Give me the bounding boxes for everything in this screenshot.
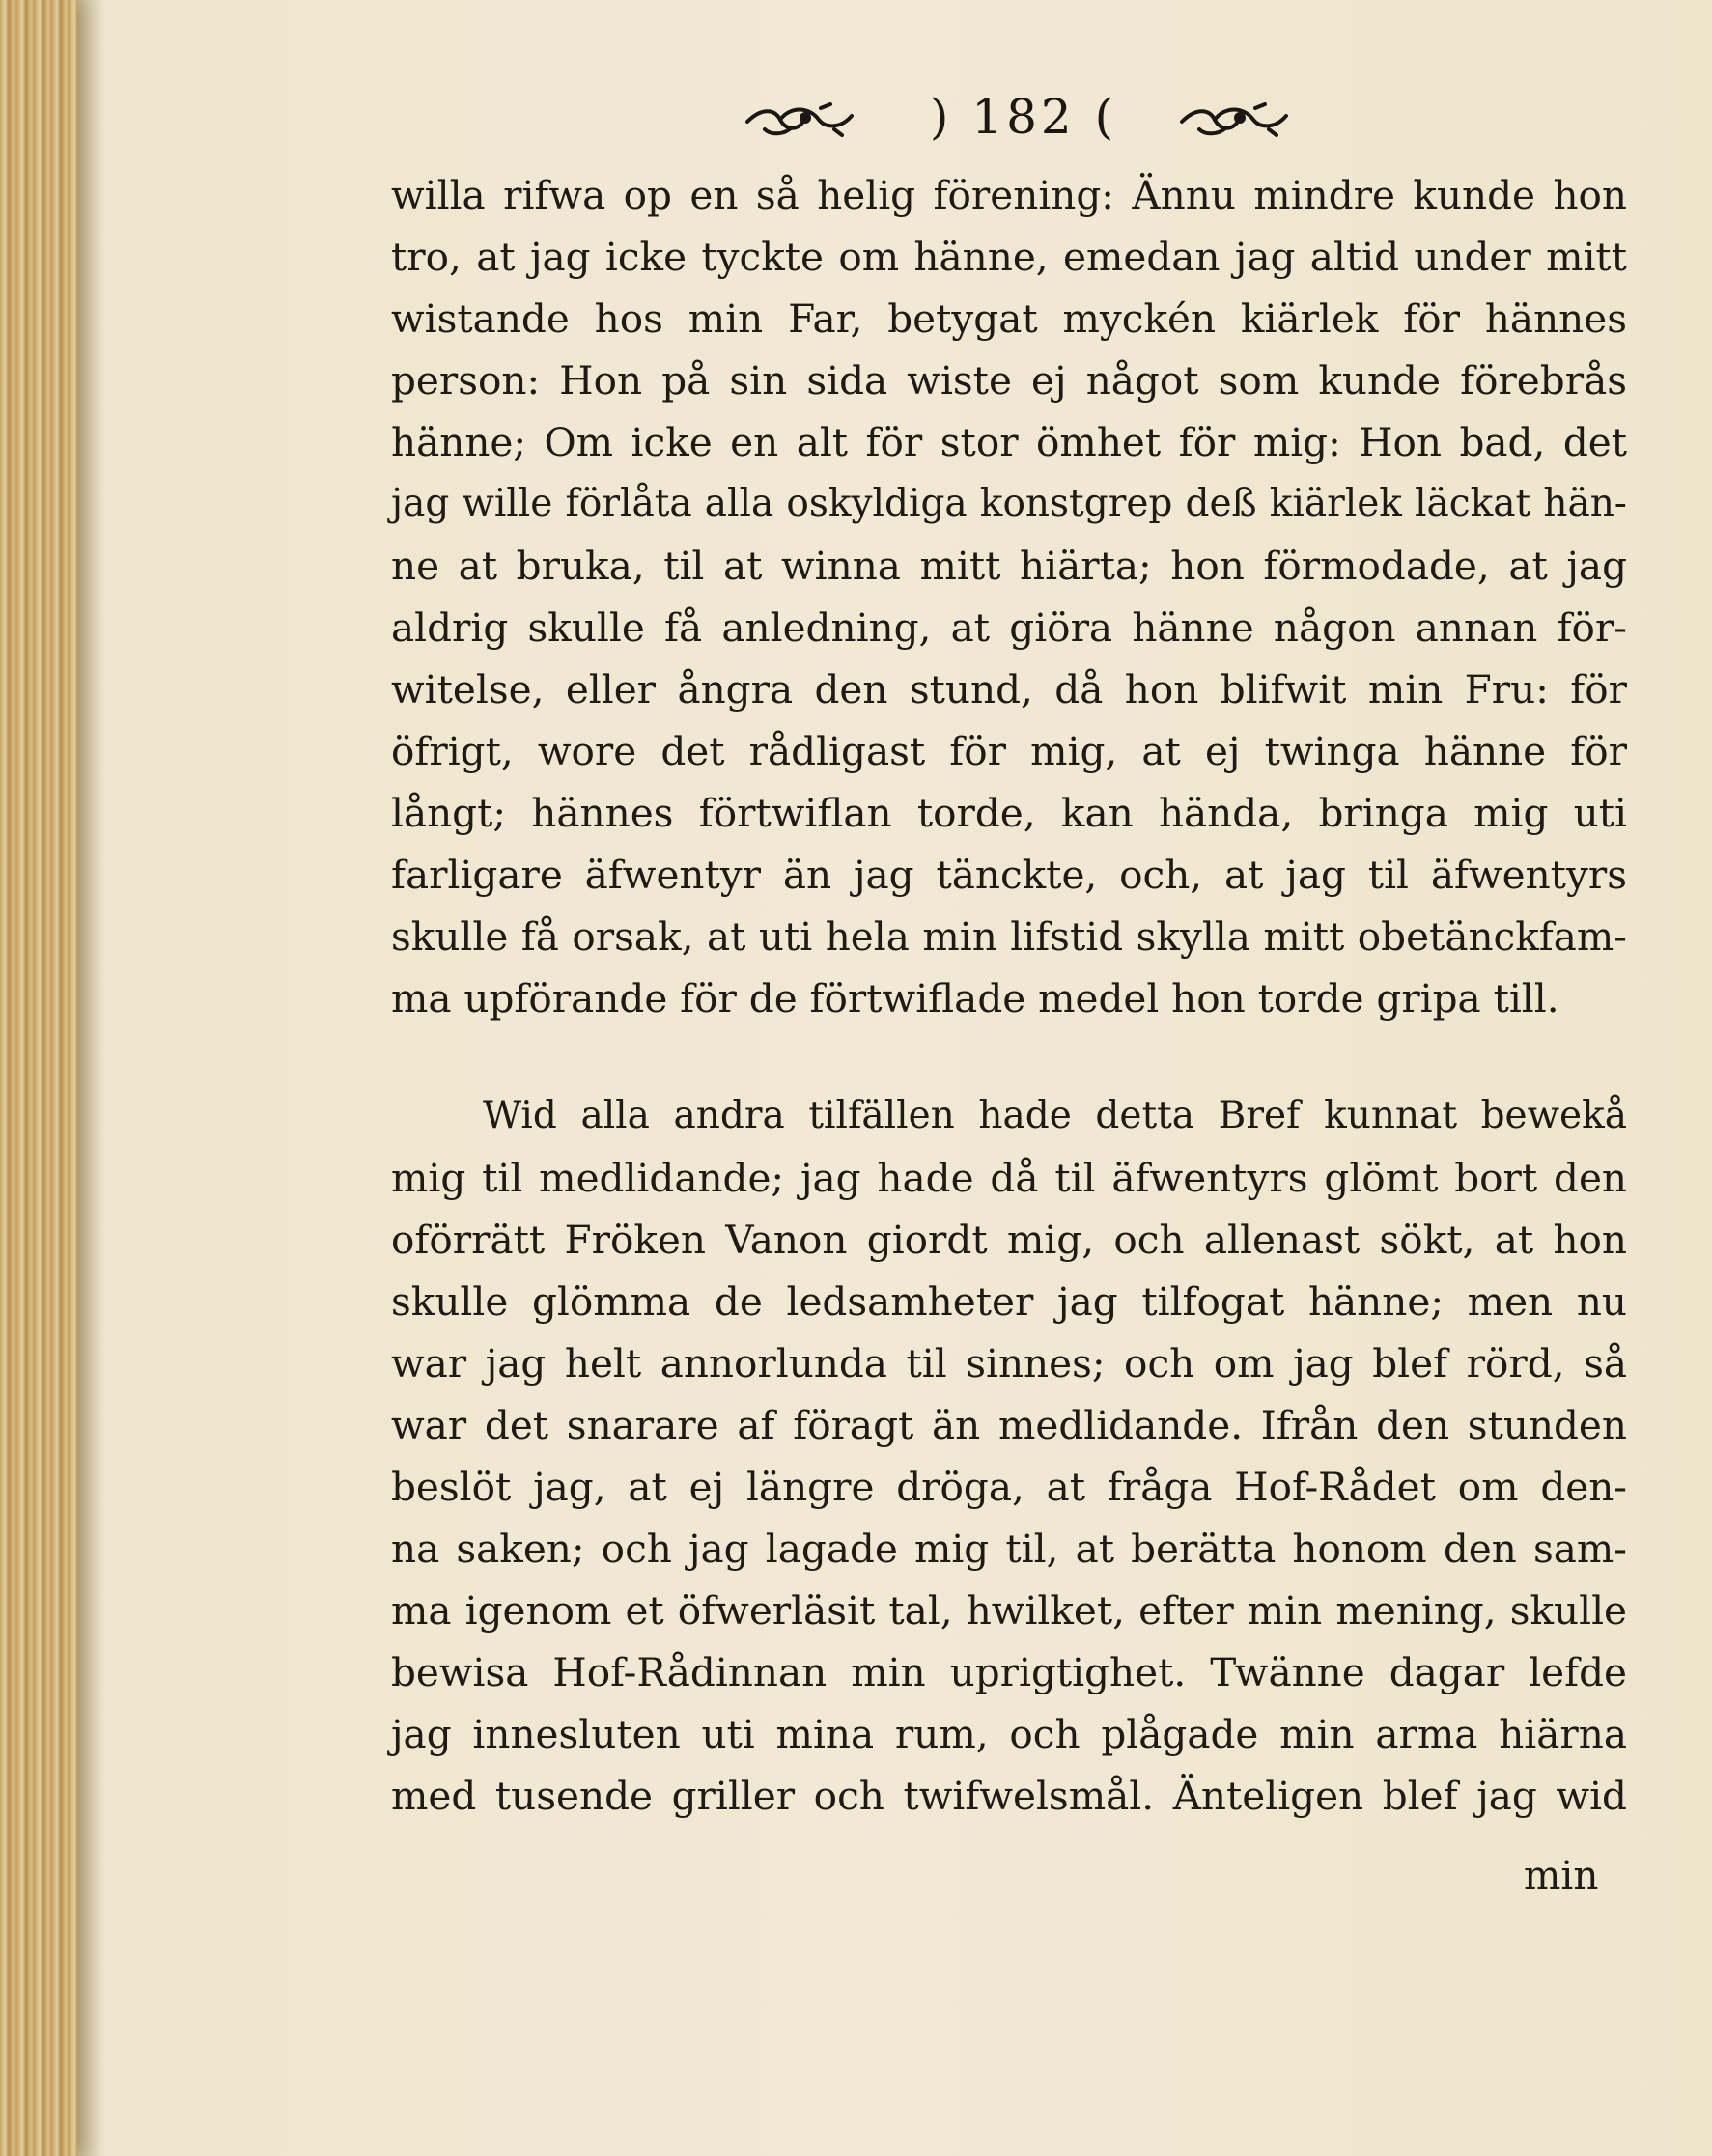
page-number: ) 182 (	[929, 89, 1118, 145]
text-line: oförrätt Fröken Vanon giordt mig, och allenast sökt, at hon	[391, 1217, 1627, 1263]
text-line: witelse, eller ångra den stund, då hon blifwit min Fru: för	[391, 666, 1627, 713]
text-line: hänne; Om icke en alt för stor ömhet för mig: Hon bad, det	[391, 419, 1627, 465]
text-line: ma igenom et öfwerläsit tal, hwilket, efter min mening, skulle	[391, 1587, 1627, 1634]
spine-shadow	[77, 0, 104, 2156]
text-line: jag wille förlåta alla oskyldiga konstgrep deß kiärlek läckat hän-	[391, 482, 1627, 525]
text-line: skulle få orsak, at uti hela min lifstid skylla mitt obetänckfam-	[391, 913, 1627, 960]
catchword: min	[1524, 1852, 1599, 1898]
text-line: tro, at jag icke tyckte om hänne, emedan jag altid under mitt	[391, 234, 1627, 280]
text-line: skulle glömma de ledsamheter jag tilfogat hänne; men nu	[391, 1278, 1627, 1325]
paragraph	[391, 164, 1627, 1029]
text-line: farligare äfwentyr än jag tänckte, och, at jag til äfwentyrs	[391, 852, 1627, 898]
text-line: ne at bruka, til at winna mitt hiärta; hon förmodade, at jag	[391, 543, 1627, 589]
book-spine	[0, 0, 77, 2156]
left-fleuron-icon	[742, 100, 857, 139]
text-line: aldrig skulle få anledning, at giöra hänne någon annan för-	[391, 604, 1627, 651]
text-line: willa rifwa op en så helig förening: Ännu mindre kunde hon	[391, 172, 1627, 218]
text-line: öfrigt, wore det rådligast för mig, at ej twinga hänne för	[391, 728, 1627, 774]
text-line: bewisa Hof-Rådinnan min uprigtighet. Twänne dagar lefde	[391, 1649, 1627, 1695]
text-line: ma upförande för de förtwiflade medel hon torde gripa till.	[391, 975, 1559, 1022]
right-fleuron-icon	[1176, 100, 1292, 139]
text-line: na saken; och jag lagade mig til, at berätta honom den sam-	[391, 1526, 1627, 1572]
body-text	[391, 164, 1627, 1827]
text-line: långt; hännes förtwiflan torde, kan hända, bringa mig uti	[391, 790, 1627, 836]
paragraph	[391, 1085, 1627, 1827]
text-line: med tusende griller och twifwelsmål. Änteligen blef jag wid	[391, 1773, 1627, 1819]
text-line: war det snarare af föragt än medlidande. Ifrån den stunden	[391, 1402, 1627, 1448]
text-line: Wid alla andra tilfällen hade detta Bref kunnat bewekå	[483, 1094, 1627, 1137]
page-header	[0, 89, 1712, 156]
text-line: beslöt jag, at ej längre dröga, at fråga Hof-Rådet om den-	[391, 1464, 1627, 1510]
text-line: person: Hon på sin sida wiste ej något som kunde förebrås	[391, 357, 1627, 404]
text-line: war jag helt annorlunda til sinnes; och om jag blef rörd, så	[391, 1340, 1627, 1386]
text-line: mig til medlidande; jag hade då til äfwentyrs glömt bort den	[391, 1155, 1627, 1201]
text-line: wistande hos min Far, betygat myckén kiärlek för hännes	[391, 295, 1627, 342]
paragraph-gap	[391, 1029, 1627, 1085]
text-line: jag innesluten uti mina rum, och plågade min arma hiärna	[391, 1711, 1627, 1757]
